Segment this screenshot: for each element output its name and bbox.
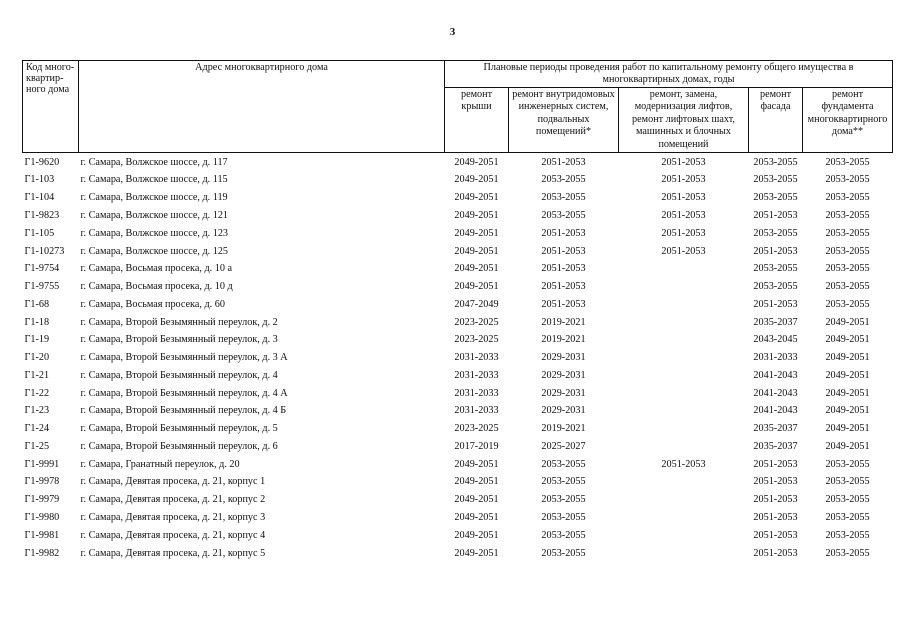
row-systems-period: 2051-2053 xyxy=(541,227,586,239)
row-code: Г1-22 xyxy=(24,387,50,399)
row-roof-period: 2047-2049 xyxy=(454,298,499,310)
table-row xyxy=(23,403,893,421)
row-roof-period: 2049-2051 xyxy=(454,529,499,541)
row-roof-period: 2031-2033 xyxy=(454,387,499,399)
table-row xyxy=(23,474,893,492)
row-facade-period: 2041-2043 xyxy=(753,405,798,417)
row-lifts-period xyxy=(619,403,749,421)
row-code: Г1-9754 xyxy=(24,263,60,275)
row-foundation-period: 2053-2055 xyxy=(825,210,870,221)
row-address: г. Самара, Второй Безымянный переулок, д. 5 xyxy=(80,423,278,435)
row-lifts-period xyxy=(619,509,749,527)
row-systems-period: 2029-2031 xyxy=(541,352,586,364)
row-roof-period: 2049-2051 xyxy=(454,281,499,293)
row-code: Г1-20 xyxy=(24,352,50,364)
row-address: г. Самара, Второй Безымянный переулок, д. 4 xyxy=(80,369,278,381)
row-address: г. Самара, Девятая просека, д. 21, корпус 4 xyxy=(80,529,266,541)
row-address: г. Самара, Восьмая просека, д. 10 д xyxy=(80,281,233,293)
table-row xyxy=(23,261,893,279)
row-address: г. Самара, Девятая просека, д. 21, корпус 5 xyxy=(80,547,266,559)
row-systems-period: 2029-2031 xyxy=(541,387,586,399)
row-foundation-period: 2053-2055 xyxy=(825,458,870,470)
row-address: г. Самара, Волжское шоссе, д. 123 xyxy=(80,227,229,239)
row-foundation-period: 2053-2055 xyxy=(825,281,870,293)
table-header xyxy=(23,61,893,153)
row-facade-period: 2051-2053 xyxy=(753,210,798,221)
row-lifts-period xyxy=(619,474,749,492)
row-facade-period: 2053-2055 xyxy=(753,263,798,275)
row-systems-period: 2053-2055 xyxy=(541,494,586,506)
row-address: г. Самара, Второй Безымянный переулок, д. 4 Б xyxy=(80,405,287,417)
row-code: Г1-9982 xyxy=(24,547,60,559)
header-systems: ремонт внутридомовых инженерных систем, подвальных помещений* xyxy=(509,88,619,153)
row-foundation-period: 2053-2055 xyxy=(825,227,870,239)
table-row xyxy=(23,278,893,296)
row-roof-period: 2049-2051 xyxy=(454,174,499,186)
row-roof-period: 2049-2051 xyxy=(454,245,499,257)
row-facade-period: 2053-2055 xyxy=(753,192,798,204)
row-lifts-period: 2051-2053 xyxy=(661,245,706,257)
row-lifts-period xyxy=(619,278,749,296)
row-systems-period: 2051-2053 xyxy=(541,245,586,257)
header-foundation: ремонт фундамента многоквартирного дома** xyxy=(803,88,893,153)
row-systems-period: 2053-2055 xyxy=(541,458,586,470)
row-foundation-period: 2049-2051 xyxy=(825,405,870,417)
row-roof-period: 2023-2025 xyxy=(454,316,499,328)
row-roof-period: 2049-2051 xyxy=(454,512,499,524)
table-body xyxy=(23,153,893,563)
table-row xyxy=(23,421,893,439)
row-code: Г1-9981 xyxy=(24,529,60,541)
row-facade-period: 2051-2053 xyxy=(753,547,798,559)
row-roof-period: 2049-2051 xyxy=(454,494,499,506)
row-facade-period: 2043-2045 xyxy=(753,334,798,346)
row-lifts-period: 2051-2053 xyxy=(661,458,706,470)
row-lifts-period xyxy=(619,367,749,385)
row-code: Г1-68 xyxy=(24,298,50,310)
row-facade-period: 2051-2053 xyxy=(753,529,798,541)
row-roof-period: 2031-2033 xyxy=(454,369,499,381)
table-row xyxy=(23,332,893,350)
row-lifts-period xyxy=(619,385,749,403)
table-row xyxy=(23,527,893,545)
row-facade-period: 2053-2055 xyxy=(753,281,798,293)
header-lifts: ремонт, замена, модернизация лифтов, ремонт лифтовых шахт, машинных и блочных помещений xyxy=(619,88,749,153)
row-code: Г1-9979 xyxy=(24,494,60,506)
row-address: г. Самара, Волжское шоссе, д. 125 xyxy=(80,245,229,257)
row-facade-period: 2051-2053 xyxy=(753,476,798,488)
row-code: Г1-21 xyxy=(24,369,50,381)
row-code: Г1-23 xyxy=(24,405,50,417)
row-address: г. Самара, Волжское шоссе, д. 115 xyxy=(80,174,228,186)
row-code: Г1-9620 xyxy=(24,156,60,168)
row-facade-period: 2041-2043 xyxy=(753,369,798,381)
row-foundation-period: 2053-2055 xyxy=(825,547,870,559)
row-facade-period: 2053-2055 xyxy=(753,227,798,239)
table-row xyxy=(23,545,893,563)
row-code: Г1-24 xyxy=(24,423,50,435)
row-foundation-period: 2053-2055 xyxy=(825,512,870,524)
row-systems-period: 2053-2055 xyxy=(541,476,586,488)
repair-schedule-table xyxy=(22,60,893,563)
row-code: Г1-9823 xyxy=(24,210,60,221)
row-systems-period: 2053-2055 xyxy=(541,547,586,559)
row-code: Г1-10273 xyxy=(24,245,65,257)
row-lifts-period xyxy=(619,261,749,279)
header-roof: ремонт крыши xyxy=(445,88,509,153)
row-systems-period: 2051-2053 xyxy=(541,281,586,293)
row-facade-period: 2053-2055 xyxy=(753,156,798,168)
row-address: г. Самара, Девятая просека, д. 21, корпус 1 xyxy=(80,476,266,488)
row-lifts-period xyxy=(619,332,749,350)
row-roof-period: 2049-2051 xyxy=(454,547,499,559)
row-code: Г1-104 xyxy=(24,192,55,204)
row-lifts-period: 2051-2053 xyxy=(661,227,706,239)
row-address: г. Самара, Волжское шоссе, д. 119 xyxy=(80,192,228,204)
row-address: г. Самара, Второй Безымянный переулок, д. 6 xyxy=(80,440,278,452)
row-address: г. Самара, Второй Безымянный переулок, д. 4 А xyxy=(80,387,288,399)
row-roof-period: 2049-2051 xyxy=(454,263,499,275)
row-systems-period: 2053-2055 xyxy=(541,529,586,541)
table-row xyxy=(23,243,893,261)
row-facade-period: 2051-2053 xyxy=(753,494,798,506)
table-row xyxy=(23,456,893,474)
row-roof-period: 2031-2033 xyxy=(454,352,499,364)
row-code: Г1-9980 xyxy=(24,512,60,524)
row-foundation-period: 2049-2051 xyxy=(825,352,870,364)
row-facade-period: 2051-2053 xyxy=(753,458,798,470)
row-lifts-period: 2051-2053 xyxy=(661,156,706,168)
row-foundation-period: 2053-2055 xyxy=(825,174,870,186)
row-address: г. Самара, Девятая просека, д. 21, корпус 3 xyxy=(80,512,266,524)
page-number: 3 xyxy=(449,26,456,38)
row-systems-period: 2051-2053 xyxy=(541,156,586,168)
row-foundation-period: 2049-2051 xyxy=(825,316,870,328)
row-address: г. Самара, Волжское шоссе, д. 121 xyxy=(80,210,229,221)
row-address: г. Самара, Гранатный переулок, д. 20 xyxy=(80,458,240,470)
row-roof-period: 2017-2019 xyxy=(454,440,499,452)
row-roof-period: 2049-2051 xyxy=(454,156,499,168)
row-foundation-period: 2053-2055 xyxy=(825,529,870,541)
row-code: Г1-18 xyxy=(24,316,50,328)
row-facade-period: 2053-2055 xyxy=(753,174,798,186)
row-address: г. Самара, Восьмая просека, д. 10 а xyxy=(80,263,232,275)
table-row xyxy=(23,225,893,243)
header-address: Адрес многоквартирного дома xyxy=(79,61,445,153)
row-systems-period: 2029-2031 xyxy=(541,369,586,381)
row-facade-period: 2035-2037 xyxy=(753,423,798,435)
row-code: Г1-9755 xyxy=(24,281,60,293)
row-facade-period: 2035-2037 xyxy=(753,316,798,328)
row-lifts-period xyxy=(619,421,749,439)
row-systems-period: 2053-2055 xyxy=(541,210,586,221)
table-row xyxy=(23,385,893,403)
row-lifts-period xyxy=(619,349,749,367)
table-row xyxy=(23,172,893,190)
row-foundation-period: 2049-2051 xyxy=(825,440,870,452)
row-code: Г1-25 xyxy=(24,440,50,452)
header-code: Код много-квартир-ного дома xyxy=(23,61,79,153)
table-row xyxy=(23,349,893,367)
table-row xyxy=(23,367,893,385)
row-foundation-period: 2053-2055 xyxy=(825,298,870,310)
row-systems-period: 2019-2021 xyxy=(541,334,586,346)
row-address: г. Самара, Второй Безымянный переулок, д. 3 А xyxy=(80,352,288,364)
row-lifts-period xyxy=(619,527,749,545)
row-lifts-period xyxy=(619,438,749,456)
row-foundation-period: 2053-2055 xyxy=(825,245,870,257)
table-row xyxy=(23,438,893,456)
table-row xyxy=(23,153,893,172)
row-roof-period: 2049-2051 xyxy=(454,476,499,488)
table-row xyxy=(23,509,893,527)
row-foundation-period: 2049-2051 xyxy=(825,334,870,346)
row-code: Г1-103 xyxy=(24,174,55,186)
row-lifts-period: 2051-2053 xyxy=(661,174,706,186)
row-code: Г1-9978 xyxy=(24,476,60,488)
row-roof-period: 2023-2025 xyxy=(454,334,499,346)
row-foundation-period: 2049-2051 xyxy=(825,387,870,399)
row-foundation-period: 2053-2055 xyxy=(825,192,870,204)
row-roof-period: 2031-2033 xyxy=(454,405,499,417)
row-facade-period: 2051-2053 xyxy=(753,512,798,524)
row-systems-period: 2029-2031 xyxy=(541,405,586,417)
header-periods: Плановые периоды проведения работ по капитальному ремонту общего имущества в многоквартирных домах, годы xyxy=(445,61,893,88)
row-facade-period: 2051-2053 xyxy=(753,245,798,257)
row-roof-period: 2049-2051 xyxy=(454,192,499,204)
row-foundation-period: 2049-2051 xyxy=(825,423,870,435)
table-row xyxy=(23,190,893,208)
row-lifts-period xyxy=(619,492,749,510)
row-systems-period: 2053-2055 xyxy=(541,512,586,524)
row-foundation-period: 2049-2051 xyxy=(825,369,870,381)
table-row xyxy=(23,207,893,225)
row-foundation-period: 2053-2055 xyxy=(825,494,870,506)
row-lifts-period xyxy=(619,545,749,563)
row-systems-period: 2025-2027 xyxy=(541,440,586,452)
row-foundation-period: 2053-2055 xyxy=(825,263,870,275)
row-systems-period: 2051-2053 xyxy=(541,263,586,275)
row-facade-period: 2051-2053 xyxy=(753,298,798,310)
row-facade-period: 2031-2033 xyxy=(753,352,798,364)
row-address: г. Самара, Восьмая просека, д. 60 xyxy=(80,298,225,310)
row-address: г. Самара, Второй Безымянный переулок, д. 3 xyxy=(80,334,278,346)
row-code: Г1-19 xyxy=(24,334,50,346)
row-foundation-period: 2053-2055 xyxy=(825,476,870,488)
row-systems-period: 2053-2055 xyxy=(541,192,586,204)
row-code: Г1-105 xyxy=(24,227,55,239)
row-systems-period: 2051-2053 xyxy=(541,298,586,310)
header-facade: ремонт фасада xyxy=(749,88,803,153)
row-systems-period: 2053-2055 xyxy=(541,174,586,186)
row-code: Г1-9991 xyxy=(24,458,60,470)
row-lifts-period xyxy=(619,314,749,332)
row-address: г. Самара, Второй Безымянный переулок, д. 2 xyxy=(80,316,278,328)
row-foundation-period: 2053-2055 xyxy=(825,156,870,168)
row-lifts-period: 2051-2053 xyxy=(661,210,706,221)
table-row xyxy=(23,492,893,510)
row-systems-period: 2019-2021 xyxy=(541,316,586,328)
row-systems-period: 2019-2021 xyxy=(541,423,586,435)
row-roof-period: 2023-2025 xyxy=(454,423,499,435)
row-lifts-period xyxy=(619,296,749,314)
row-roof-period: 2049-2051 xyxy=(454,458,499,470)
header-row-main xyxy=(23,61,893,88)
table-row xyxy=(23,296,893,314)
row-roof-period: 2049-2051 xyxy=(454,227,499,239)
row-facade-period: 2041-2043 xyxy=(753,387,798,399)
row-roof-period: 2049-2051 xyxy=(454,210,499,221)
row-facade-period: 2035-2037 xyxy=(753,440,798,452)
row-address: г. Самара, Девятая просека, д. 21, корпус 2 xyxy=(80,494,266,506)
row-address: г. Самара, Волжское шоссе, д. 117 xyxy=(80,156,228,168)
table-row xyxy=(23,314,893,332)
row-lifts-period: 2051-2053 xyxy=(661,192,706,204)
